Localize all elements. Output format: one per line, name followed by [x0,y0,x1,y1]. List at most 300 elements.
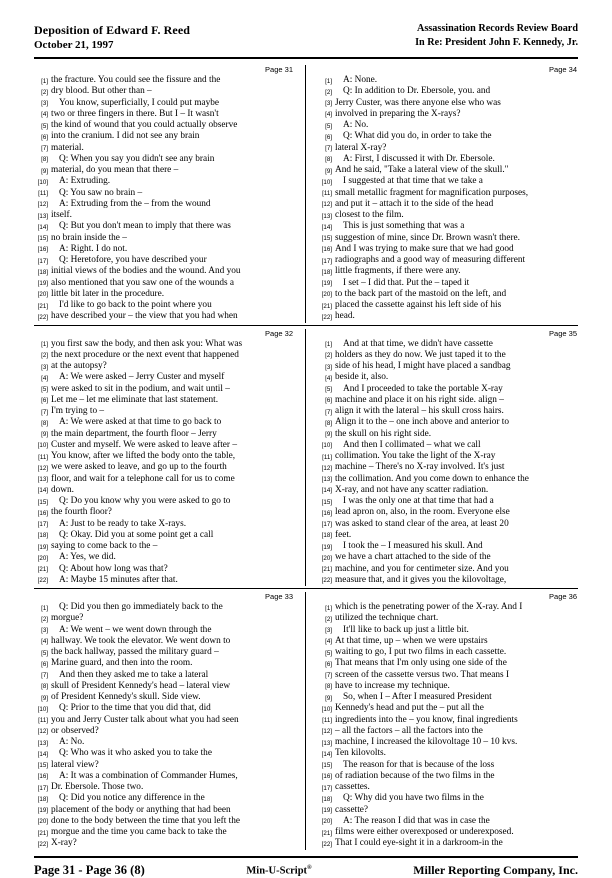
line-text: also mentioned that you saw one of the wounds a [51,277,235,288]
line-text: Q: About how long was that? [59,563,168,574]
line-number: [4] [41,638,48,646]
line-text: feet. [335,529,352,540]
line-number: [4] [325,374,332,382]
line-text: A: We were asked at that time to go back to [59,417,222,428]
line-number: [3] [41,627,48,635]
transcript-line [34,530,295,541]
transcript-line [318,519,578,530]
line-text: Q: You saw no brain – [59,187,143,198]
transcript-line [34,793,295,804]
line-text: Q: Heretofore, you have described your [59,255,207,266]
line-number: [20] [321,818,332,826]
board-name: Assassination Records Review Board [416,23,578,34]
transcript-line [34,188,295,199]
transcript-line [34,647,295,658]
transcript-band [34,329,578,590]
line-text: I took the – I measured his skull. And [343,541,483,552]
transcript-line [34,429,295,440]
line-number: [5] [325,649,332,657]
line-number: [2] [325,88,332,96]
transcript-line [34,109,295,120]
line-number: [12] [37,728,48,736]
transcript-line [318,681,578,692]
line-text: initial views of the bodies and the wound. And you [51,266,241,277]
line-number: [13] [37,212,48,220]
transcript-line [34,703,295,714]
line-text: and put it – attach it to the side of the head [335,198,494,209]
line-number: [12] [321,201,332,209]
transcript-line [318,143,578,154]
transcript-column [306,329,578,587]
transcript-line [318,176,578,187]
line-number: [1] [41,341,48,349]
transcript-lines [34,75,295,323]
line-number: [20] [37,554,48,562]
line-text: the fourth floor? [51,507,112,518]
line-text: itself. [51,210,72,221]
transcript-lines [318,75,578,323]
transcript-line [34,440,295,451]
header-left [34,22,190,53]
transcript-line [318,406,578,417]
line-number: [6] [41,133,48,141]
transcript-line [34,681,295,692]
transcript-line [34,372,295,383]
page-range: Page 31 - Page 36 (8) [34,862,145,877]
line-text: It'll like to back up just a little bit. [343,624,469,635]
transcript-page-label: Page 34 [549,65,577,75]
transcript-line [34,496,295,507]
line-text: little fragments, if there were any. [335,266,461,277]
transcript-column [34,65,306,323]
line-text: head. [335,311,355,322]
line-number: [14] [37,750,48,758]
line-text: A: We were asked – Jerry Custer and myself [59,372,225,383]
line-text: collimation. You take the light of the X-ray [335,451,496,462]
line-text: machine, I increased the kilovoltage 10 – 10 kvs. [335,737,518,748]
line-number: [3] [41,100,48,108]
line-number: [20] [37,818,48,826]
transcript-lines [34,339,295,587]
line-text: Ten kilovolts. [335,748,386,759]
line-number: [6] [325,660,332,668]
line-number: [1] [325,604,332,612]
line-text: into the cranium. I did not see any brain [51,131,200,142]
line-text: were asked to sit in the podium, and wait until – [51,383,230,394]
header-right [415,22,578,50]
line-text: cassettes. [335,782,370,793]
transcript-line [318,255,578,266]
line-number: [10] [321,442,332,450]
line-number: [14] [321,750,332,758]
line-text: X-ray, and not have any scatter radiation. [335,484,489,495]
transcript-line [34,143,295,154]
transcript-line [34,462,295,473]
transcript-line [34,300,295,311]
line-number: [12] [321,464,332,472]
line-number: [13] [321,739,332,747]
line-number: [7] [41,145,48,153]
line-number: [21] [37,829,48,837]
transcript-line [34,485,295,496]
transcript-column [34,592,306,850]
line-text: A: First, I discussed it with Dr. Ebersole. [343,153,495,164]
transcript-line [318,429,578,440]
line-number: [7] [41,408,48,416]
line-number: [6] [325,397,332,405]
line-text: the main department, the fourth floor – Jerry [51,428,217,439]
transcript-line [34,176,295,187]
line-text: films were either overexposed or underexposed. [335,827,514,838]
line-number: [9] [41,167,48,175]
transcript-line [318,210,578,221]
transcript-line [318,564,578,575]
line-number: [15] [321,762,332,770]
transcript-line [34,451,295,462]
transcript-line [34,255,295,266]
line-text: Q: Did you then go immediately back to the [59,602,223,613]
line-number: [17] [37,784,48,792]
line-text: down. [51,484,74,495]
line-number: [19] [321,280,332,288]
line-text: small metallic fragment for magnification purposes, [335,187,529,198]
line-number: [13] [321,212,332,220]
product-mark [246,865,311,877]
line-number: [10] [321,705,332,713]
transcript-lines [318,339,578,587]
line-text: was asked to stand clear of the area, at least 20 [335,518,509,529]
line-text: saying to come back to the – [51,541,158,552]
transcript-line [34,670,295,681]
line-text: Custer and myself. We were asked to leave after – [51,439,237,450]
transcript-line [34,715,295,726]
transcript-line [34,507,295,518]
line-number: [22] [37,840,48,848]
line-number: [19] [321,807,332,815]
line-number: [7] [41,672,48,680]
transcript-line [34,221,295,232]
line-text: A: Yes, we did. [59,552,116,563]
transcript-line [34,692,295,703]
transcript-line [318,120,578,131]
line-text: have described your – the view that you had when [51,311,238,322]
line-text: Q: What did you do, in order to take the [343,131,492,142]
line-number: [11] [38,717,48,725]
line-text: Dr. Ebersole. Those two. [51,782,144,793]
transcript-line [318,760,578,771]
line-number: [9] [325,694,332,702]
deponent-title: Deposition of Edward F. Reed [34,23,191,37]
line-number: [19] [37,543,48,551]
line-number: [16] [321,773,332,781]
line-text: X-ray? [51,838,77,849]
transcript-line [318,507,578,518]
line-number: [18] [321,795,332,803]
line-text: placement of the body or anything that had been [51,804,231,815]
line-number: [5] [41,386,48,394]
line-number: [5] [325,386,332,394]
line-number: [8] [41,156,48,164]
transcript-line [34,625,295,636]
line-text: morgue and the time you came back to take the [51,827,227,838]
line-number: [20] [321,291,332,299]
line-number: [10] [321,178,332,186]
line-text: – all the factors – all the factors into the [335,725,483,736]
page-header [34,22,578,59]
transcript-line [318,339,578,350]
transcript-line [34,361,295,372]
line-text: You know, after we lifted the body onto the table, [51,451,236,462]
line-number: [4] [41,111,48,119]
line-number: [22] [37,313,48,321]
line-text: And he said, "Take a lateral view of the skull." [335,165,509,176]
transcript-line [318,266,578,277]
line-text: machine – There's no X-ray involved. It's just [335,462,505,473]
transcript-line [318,98,578,109]
transcript-line [318,75,578,86]
registered-mark: ® [307,865,312,872]
transcript-line [34,120,295,131]
transcript-line [34,406,295,417]
transcript-page-label: Page 33 [265,592,293,602]
reporting-company: Miller Reporting Company, Inc. [413,862,578,877]
transcript-line [34,244,295,255]
line-number: [19] [321,543,332,551]
line-number: [22] [37,577,48,585]
line-number: [9] [325,167,332,175]
line-text: material. [51,142,84,153]
transcript-line [318,782,578,793]
transcript-line [318,199,578,210]
line-number: [12] [321,728,332,736]
transcript-line [318,726,578,737]
line-text: you and Jerry Custer talk about what you had seen [51,714,239,725]
transcript-line [34,658,295,669]
transcript-line [318,805,578,816]
line-number: [14] [321,223,332,231]
transcript-line [318,395,578,406]
line-text: A: Extruding from the – from the wound [59,198,211,209]
transcript-band [34,592,578,852]
line-text: Jerry Custer, was there anyone else who was [335,97,501,108]
transcript-line [318,474,578,485]
line-number: [7] [325,672,332,680]
line-text: ingredients into the – you know, final ingredients [335,714,518,725]
line-number: [14] [321,487,332,495]
transcript-line [34,154,295,165]
line-number: [10] [37,178,48,186]
transcript-line [318,602,578,613]
transcript-line [318,692,578,703]
line-text: Q: Did you notice any difference in the [59,793,205,804]
line-text: And I proceeded to take the portable X-ray [343,383,503,394]
line-number: [3] [325,363,332,371]
line-text: I'd like to go back to the point where you [59,300,212,311]
line-number: [10] [37,705,48,713]
line-number: [18] [37,532,48,540]
line-number: [19] [37,280,48,288]
line-text: the back hallway, passed the military guard – [51,647,219,658]
transcript-line [34,726,295,737]
line-text: holders as they do now. We just taped it to the [335,349,506,360]
line-number: [15] [37,235,48,243]
line-text: Q: When you say you didn't see any brain [59,153,215,164]
line-text: suggestion of mine, since Dr. Brown wasn't there. [335,232,520,243]
line-text: two or three fingers in there. But I – It wasn't [51,108,219,119]
transcript-line [318,838,578,849]
line-number: [16] [321,246,332,254]
line-number: [8] [325,419,332,427]
line-number: [15] [321,498,332,506]
transcript-line [318,131,578,142]
transcript-line [318,552,578,563]
line-text: beside it, also. [335,372,389,383]
line-text: radiographs and a good way of measuring different [335,255,526,266]
transcript-page-label: Page 36 [549,592,577,602]
line-text: I'm trying to – [51,406,105,417]
line-text: A: None. [343,75,378,86]
line-number: [1] [41,77,48,85]
line-number: [22] [321,840,332,848]
line-number: [4] [41,374,48,382]
line-number: [7] [325,145,332,153]
line-text: This is just something that was a [343,221,465,232]
line-number: [6] [41,660,48,668]
transcript-line [34,417,295,428]
line-number: [2] [41,88,48,96]
line-text: I set – I did that. Put the – taped it [343,277,470,288]
line-text: align it with the lateral – his skull cross hairs. [335,406,504,417]
transcript-line [34,384,295,395]
line-text: Q: Why did you have two films in the [343,793,484,804]
line-number: [16] [37,246,48,254]
line-text: closest to the film. [335,210,404,221]
line-number: [9] [41,431,48,439]
line-text: Q: Okay. Did you at some point get a call [59,529,214,540]
line-number: [8] [325,683,332,691]
line-number: [16] [37,773,48,781]
line-text: we have a chart attached to the side of the [335,552,491,563]
transcript-line [34,748,295,759]
transcript-line [318,221,578,232]
line-number: [6] [325,133,332,141]
transcript-line [34,278,295,289]
transcript-line [34,760,295,771]
line-number: [20] [37,291,48,299]
transcript-line [318,703,578,714]
line-number: [9] [325,431,332,439]
transcript-line [318,658,578,669]
line-number: [7] [325,408,332,416]
line-number: [14] [37,487,48,495]
transcript-line [34,771,295,782]
line-text: morgue? [51,613,84,624]
transcript-line [318,771,578,782]
transcript-line [34,838,295,849]
line-text: measure that, and it gives you the kilovoltage, [335,574,507,585]
transcript-line [318,451,578,462]
line-number: [21] [37,566,48,574]
transcript-line [318,737,578,748]
transcript-line [318,575,578,586]
transcript-line [34,131,295,142]
transcript-line [34,575,295,586]
line-number: [12] [37,201,48,209]
transcript-line [34,564,295,575]
line-number: [11] [38,453,48,461]
line-number: [1] [325,341,332,349]
transcript-line [34,210,295,221]
line-text: material, do you mean that there – [51,165,179,176]
transcript-line [318,462,578,473]
transcript-line [34,395,295,406]
transcript-line [318,154,578,165]
line-text: I suggested at that time that we take a [343,176,483,187]
line-text: A: The reason I did that was in case the [343,815,490,826]
transcript-line [318,440,578,451]
line-text: at the autopsy? [51,361,107,372]
line-number: [17] [37,521,48,529]
transcript-line [318,361,578,372]
line-number: [13] [37,476,48,484]
line-number: [4] [325,638,332,646]
transcript-line [318,233,578,244]
line-number: [8] [325,156,332,164]
transcript-line [34,737,295,748]
line-text: At that time, up – when we were upstairs [335,635,488,646]
line-text: A: Just to be ready to take X-rays. [59,518,187,529]
transcript-line [318,300,578,311]
transcript-line [318,530,578,541]
transcript-line [318,613,578,624]
line-number: [11] [322,453,332,461]
line-number: [4] [325,111,332,119]
line-number: [18] [321,268,332,276]
line-text: of President Kennedy's skull. Side view. [51,692,201,703]
transcript-line [34,289,295,300]
line-text: the skull on his right side. [335,428,432,439]
line-text: Kennedy's head and put the – put all the [335,703,484,714]
line-number: [17] [321,784,332,792]
transcript-line [318,541,578,552]
line-number: [6] [41,397,48,405]
line-text: which is the penetrating power of the X-ray. And I [335,602,523,613]
line-text: of radiation because of the two films in the [335,770,495,781]
transcript-line [318,372,578,383]
line-text: cassette? [335,804,369,815]
transcript-line [318,289,578,300]
line-text: done to the body between the time that you left the [51,815,240,826]
line-text: Let me – let me eliminate that last statement. [51,394,219,405]
line-text: lateral X-ray? [335,142,387,153]
transcript-line [34,782,295,793]
deposition-date: October 21, 1997 [34,39,114,52]
line-number: [3] [325,627,332,635]
line-number: [2] [325,352,332,360]
line-text: Marine guard, and then into the room. [51,658,193,669]
line-text: You know, superficially, I could put maybe [59,97,220,108]
line-number: [21] [321,302,332,310]
transcript-line [318,816,578,827]
line-text: Q: Do you know why you were asked to go to [59,496,231,507]
line-number: [14] [37,223,48,231]
line-number: [11] [322,717,332,725]
line-text: side of his head, I might have placed a sandbag [335,361,511,372]
transcript-page-label: Page 32 [265,328,293,338]
line-text: hallway. We took the elevator. We went down to [51,635,231,646]
transcript-column [306,65,578,323]
line-text: the next procedure or the next event that happened [51,349,239,360]
